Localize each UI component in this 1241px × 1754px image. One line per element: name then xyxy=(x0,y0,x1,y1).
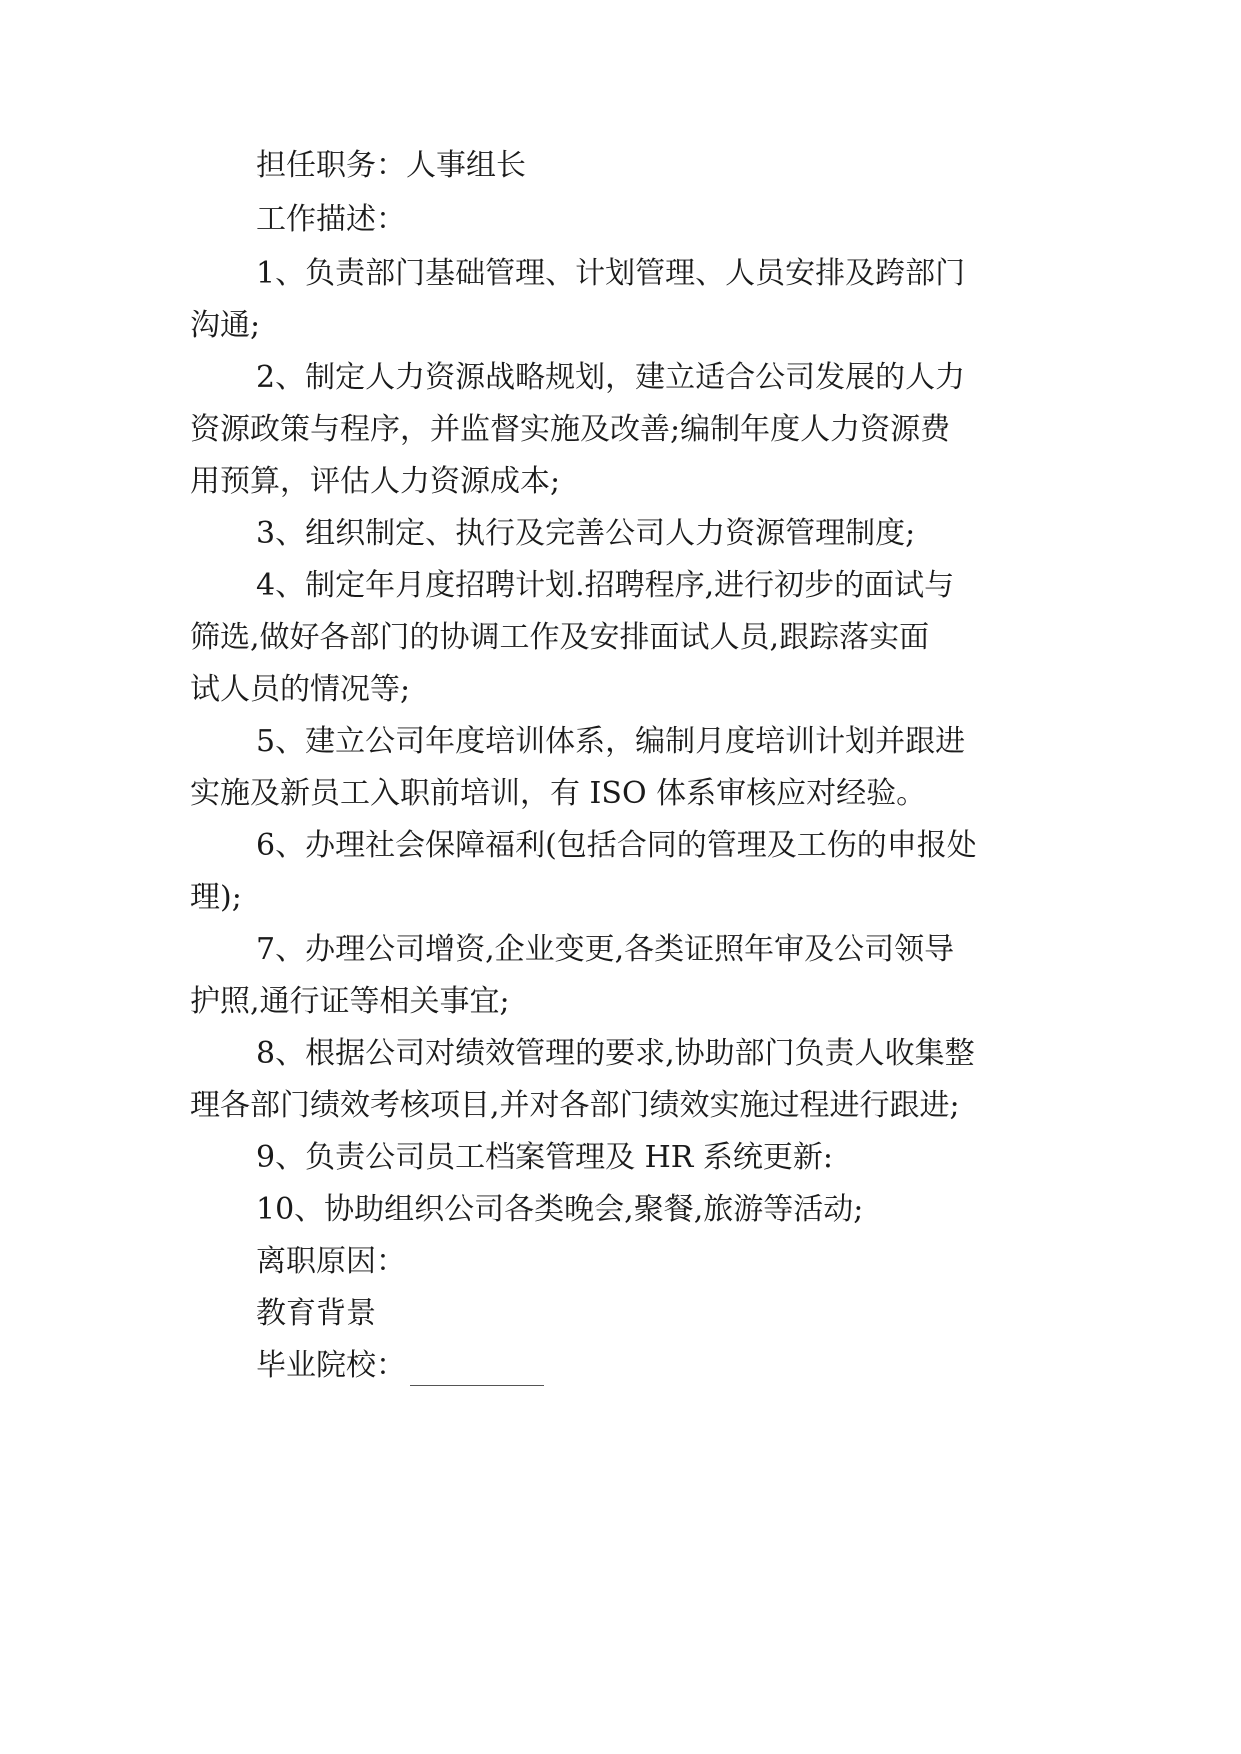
duty-6-line-2: 理); xyxy=(190,880,242,915)
school-row xyxy=(256,1346,544,1386)
duty-2-line-1: 2、制定人力资源战略规划，建立适合公司发展的人力 xyxy=(256,360,966,395)
duty-2-line-2: 资源政策与程序，并监督实施及改善;编制年度人力资源费 xyxy=(190,412,951,447)
position-line: 担任职务：人事组长 xyxy=(256,148,526,183)
duty-4-line-1: 4、制定年月度招聘计划.招聘程序,进行初步的面试与 xyxy=(256,568,955,603)
duty-4-line-3: 试人员的情况等; xyxy=(190,672,411,707)
school-blank-line xyxy=(410,1355,544,1386)
description-heading: 工作描述： xyxy=(256,202,406,237)
duty-2-line-3: 用预算，评估人力资源成本; xyxy=(190,464,561,499)
duty-8-line-1: 8、根据公司对绩效管理的要求,协助部门负责人收集整 xyxy=(256,1036,975,1071)
duty-7-line-2: 护照,通行证等相关事宜; xyxy=(190,984,510,1019)
duty-8-line-2: 理各部门绩效考核项目,并对各部门绩效实施过程进行跟进; xyxy=(190,1088,960,1123)
duty-7-line-1: 7、办理公司增资,企业变更,各类证照年审及公司领导 xyxy=(256,932,955,967)
leaving-reason-label: 离职原因： xyxy=(256,1244,406,1279)
duty-10-line-1: 10、协助组织公司各类晚会,聚餐,旅游等活动; xyxy=(256,1192,864,1227)
duty-5-line-1: 5、建立公司年度培训体系，编制月度培训计划并跟进 xyxy=(256,724,966,759)
duty-4-line-2: 筛选,做好各部门的协调工作及安排面试人员,跟踪落实面 xyxy=(190,620,930,655)
duty-1-line-1: 1、负责部门基础管理、计划管理、人员安排及跨部门 xyxy=(256,256,966,291)
duty-9-line-1: 9、负责公司员工档案管理及 HR 系统更新: xyxy=(256,1140,834,1175)
duty-5-line-2: 实施及新员工入职前培训，有 ISO 体系审核应对经验。 xyxy=(190,776,927,811)
duty-6-line-1: 6、办理社会保障福利(包括合同的管理及工伤的申报处 xyxy=(256,828,977,863)
education-heading: 教育背景 xyxy=(256,1296,376,1331)
duty-1-line-2: 沟通; xyxy=(190,308,261,343)
duty-3-line-1: 3、组织制定、执行及完善公司人力资源管理制度; xyxy=(256,516,916,551)
school-label: 毕业院校： xyxy=(256,1348,406,1383)
